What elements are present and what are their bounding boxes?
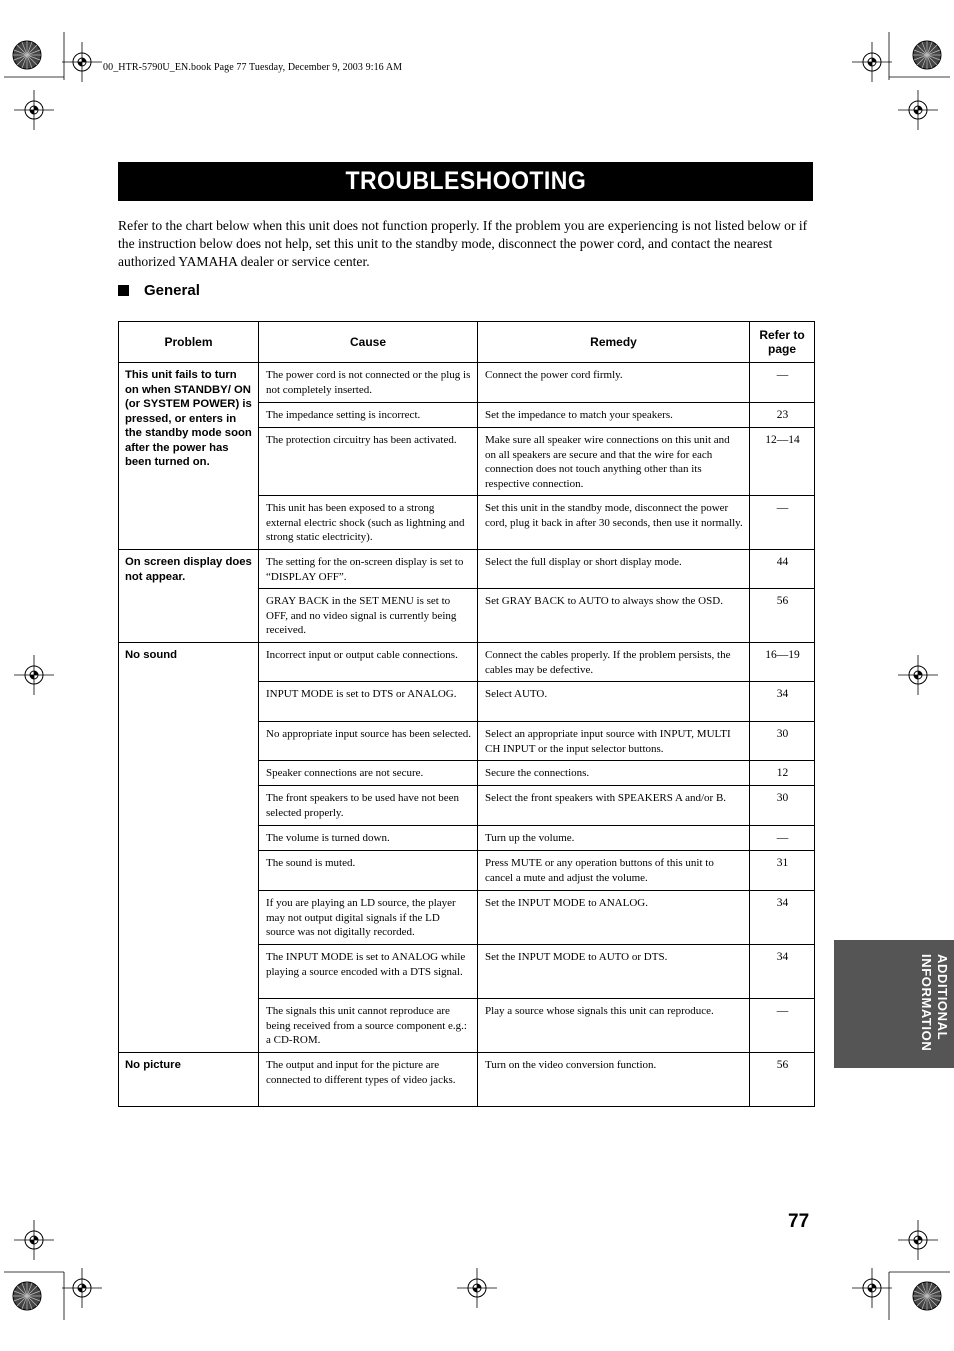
- remedy-cell: Select an appropriate input source with INPUT, MULTI CH INPUT or the input selector buttons.: [478, 722, 750, 761]
- side-tab-line-1: ADDITIONAL: [935, 954, 950, 1041]
- page-cell: —: [750, 496, 815, 550]
- page-cell: 12—14: [750, 428, 815, 496]
- square-bullet-icon: [118, 285, 129, 296]
- page-cell: 34: [750, 682, 815, 722]
- table-row: [119, 363, 815, 403]
- page-cell: 12: [750, 761, 815, 786]
- side-tab: [834, 940, 954, 1068]
- remedy-cell: Press MUTE or any operation buttons of this unit to cancel a mute and adjust the volume.: [478, 851, 750, 891]
- cause-cell: The front speakers to be used have not been selected properly.: [259, 786, 478, 826]
- cause-cell: No appropriate input source has been selected.: [259, 722, 478, 761]
- page-cell: 34: [750, 891, 815, 945]
- remedy-cell: Set GRAY BACK to AUTO to always show the OSD.: [478, 589, 750, 643]
- page-cell: 31: [750, 851, 815, 891]
- remedy-cell: Select AUTO.: [478, 682, 750, 722]
- problem-cell: On screen display does not appear.: [119, 550, 259, 643]
- cause-cell: If you are playing an LD source, the player may not output digital signals if the LD source was not digitally recorded.: [259, 891, 478, 945]
- remedy-cell: Turn on the video conversion function.: [478, 1053, 750, 1107]
- table-row: [119, 643, 815, 682]
- header-problem: Problem: [119, 322, 259, 363]
- remedy-cell: Set this unit in the standby mode, disconnect the power cord, plug it back in after 30 seconds, then use it normally.: [478, 496, 750, 550]
- cause-cell: The INPUT MODE is set to ANALOG while playing a source encoded with a DTS signal.: [259, 945, 478, 999]
- page-number: 77: [788, 1211, 810, 1232]
- intro-paragraph: Refer to the chart below when this unit does not function properly. If the problem you are experiencing is not listed below or if the instruction below does not help, set this unit to the standby mode, disconnect the power cord, and contact the nearest authorized YAMAHA dealer or service center.: [118, 218, 808, 269]
- remedy-cell: Select the full display or short display mode.: [478, 550, 750, 589]
- table-row: [119, 550, 815, 589]
- header-cause: Cause: [259, 322, 478, 363]
- remedy-cell: Select the front speakers with SPEAKERS A and/or B.: [478, 786, 750, 826]
- troubleshooting-table: [118, 321, 815, 1107]
- cause-cell: INPUT MODE is set to DTS or ANALOG.: [259, 682, 478, 722]
- table-header-row: [119, 322, 815, 363]
- page-title: [118, 162, 813, 201]
- page-cell: 30: [750, 786, 815, 826]
- remedy-cell: Make sure all speaker wire connections on this unit and on all speakers are secure and that the wire for each connection does not touch anything other than its respective connection.: [478, 428, 750, 496]
- page-cell: 30: [750, 722, 815, 761]
- page-cell: —: [750, 999, 815, 1053]
- remedy-cell: Turn up the volume.: [478, 826, 750, 851]
- remedy-cell: Set the INPUT MODE to AUTO or DTS.: [478, 945, 750, 999]
- page-cell: 23: [750, 403, 815, 428]
- cause-cell: Speaker connections are not secure.: [259, 761, 478, 786]
- header-refer-to-page: Refer to page: [750, 322, 815, 363]
- cause-cell: This unit has been exposed to a strong external electric shock (such as lightning and strong static electricity).: [259, 496, 478, 550]
- cause-cell: The output and input for the picture are connected to different types of video jacks.: [259, 1053, 478, 1107]
- page-cell: 44: [750, 550, 815, 589]
- remedy-cell: Secure the connections.: [478, 761, 750, 786]
- cause-cell: The sound is muted.: [259, 851, 478, 891]
- remedy-cell: Set the impedance to match your speakers.: [478, 403, 750, 428]
- page-cell: 16—19: [750, 643, 815, 682]
- problem-cell: No sound: [119, 643, 259, 1053]
- remedy-cell: Play a source whose signals this unit can reproduce.: [478, 999, 750, 1053]
- cause-cell: The volume is turned down.: [259, 826, 478, 851]
- remedy-cell: Connect the cables properly. If the problem persists, the cables may be defective.: [478, 643, 750, 682]
- cause-cell: GRAY BACK in the SET MENU is set to OFF, and no video signal is currently being received.: [259, 589, 478, 643]
- side-tab-line-2: INFORMATION: [919, 954, 934, 1052]
- side-tab-text: [834, 940, 954, 1068]
- print-header: 00_HTR-5790U_EN.book Page 77 Tuesday, December 9, 2003 9:16 AM: [103, 62, 403, 73]
- page-cell: —: [750, 826, 815, 851]
- section-heading-label: General: [144, 282, 200, 299]
- page-cell: 56: [750, 1053, 815, 1107]
- cause-cell: The power cord is not connected or the plug is not completely inserted.: [259, 363, 478, 403]
- problem-cell: This unit fails to turn on when STANDBY/ ON (or SYSTEM POWER) is pressed, or enters in the standby mode soon after the power has been turned on.: [119, 363, 259, 550]
- remedy-cell: Connect the power cord firmly.: [478, 363, 750, 403]
- page-cell: 56: [750, 589, 815, 643]
- page-cell: —: [750, 363, 815, 403]
- cause-cell: The impedance setting is incorrect.: [259, 403, 478, 428]
- cause-cell: The signals this unit cannot reproduce are being received from a source component e.g.: a CD-ROM.: [259, 999, 478, 1053]
- section-heading: [118, 282, 200, 299]
- table-row: [119, 1053, 815, 1107]
- header-remedy: Remedy: [478, 322, 750, 363]
- page-title-text: TROUBLESHOOTING: [345, 167, 586, 195]
- page-cell: 34: [750, 945, 815, 999]
- remedy-cell: Set the INPUT MODE to ANALOG.: [478, 891, 750, 945]
- problem-cell: No picture: [119, 1053, 259, 1107]
- cause-cell: The setting for the on-screen display is set to “DISPLAY OFF”.: [259, 550, 478, 589]
- cause-cell: Incorrect input or output cable connections.: [259, 643, 478, 682]
- cause-cell: The protection circuitry has been activated.: [259, 428, 478, 496]
